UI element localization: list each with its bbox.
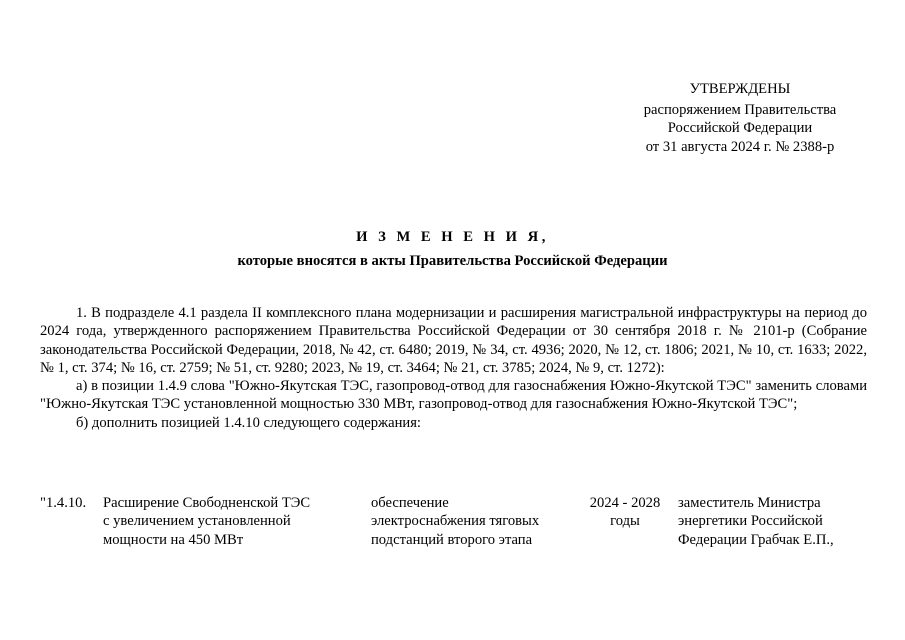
position-purpose-line: обеспечение: [371, 495, 449, 511]
position-responsible-line: Федерации Грабчак Е.П.,: [678, 531, 834, 548]
approval-line-3: от 31 августа 2024 г. № 2388-р: [645, 138, 835, 155]
position-purpose-line: подстанций второго этапа: [371, 531, 533, 548]
paragraph-1: 1. В подразделе 4.1 раздела II комплексного плана модернизации и расширения магистральной инфраструктуры на период до 2024 года, утвержденного распоряжением Правительства Российской Федерации от 30 сентября 2018 г. № 2101-р (Собрание законодательства Российской Федерации, 2018, № 42, ст. 6480; 2019, № 34, ст. 4936; 2020, № 12, ст. 1806; 2021, № 10, ст. 1633; 2022, № 1, ст. 374; № 16, ст. 2759; № 51, ст. 9280; 2023, № 19, ст. 3464; № 21, ст. 3785; 2024, № 9, ст. 1272):: [40, 305, 867, 376]
paragraph-b: б) дополнить позицией 1.4.10 следующего содержания:: [76, 414, 421, 431]
approval-heading: УТВЕРЖДЕНЫ: [689, 81, 791, 97]
position-purpose-line: электроснабжения тяговых: [371, 513, 540, 530]
position-responsible: [678, 494, 868, 549]
paragraph-a: а) в позиции 1.4.9 слова "Южно-Якутская ТЭС, газопровод-отвод для газоснабжения Южно-Якутской ТЭС" заменить словами "Южно-Якутская ТЭС установленной мощностью 330 МВт, газопровод-отвод для газоснабжения Южно-Якутской ТЭС";: [40, 378, 867, 413]
document-subtitle: которые вносятся в акты Правительства Российской Федерации: [237, 253, 668, 269]
document-body: [40, 304, 867, 432]
position-years-line: годы: [610, 513, 640, 530]
approval-line-1: распоряжением Правительства: [643, 101, 837, 118]
position-name-line: мощности на 450 МВт: [103, 531, 244, 548]
position-purpose: [371, 494, 571, 549]
approval-line-2: Российской Федерации: [667, 120, 813, 136]
position-responsible-line: энергетики Российской: [678, 513, 823, 530]
position-years-line: 2024 - 2028: [589, 495, 661, 511]
position-years: [585, 494, 665, 531]
position-responsible-line: заместитель Министра: [678, 495, 821, 511]
position-number: "1.4.10.: [40, 495, 87, 511]
position-name-line: Расширение Свободненской ТЭС: [103, 495, 311, 511]
approval-block: [620, 80, 860, 156]
position-name-line: с увеличением установленной: [103, 513, 291, 530]
document-title: И З М Е Н Е Н И Я,: [356, 229, 549, 245]
position-name: [103, 494, 333, 549]
